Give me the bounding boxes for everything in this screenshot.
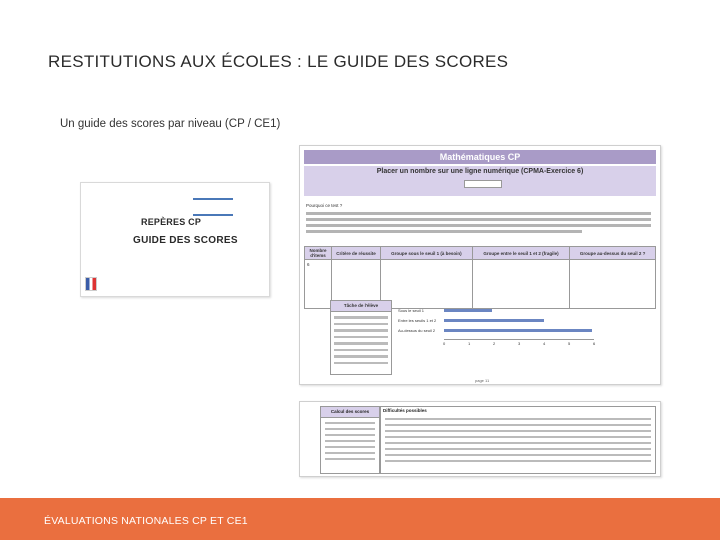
- graph-tick: 4: [543, 341, 546, 346]
- score-guide-page: [299, 145, 661, 385]
- tache-body: [330, 311, 392, 375]
- doc-subheader: Placer un nombre sur une ligne numérique (CPMA-Exercice 6): [376, 168, 584, 175]
- difficultes-header: Difficultés possibles: [383, 408, 427, 413]
- graph-label-1: Sous le seuil 1: [398, 308, 425, 313]
- threshold-graph: [396, 306, 651, 354]
- cover-guide-title: GUIDE DES SCORES: [133, 235, 238, 246]
- graph-bar-1: [444, 309, 492, 312]
- cell-groupe2: [472, 260, 570, 309]
- doc-header: Mathématiques CP: [304, 150, 656, 164]
- number-line-icon: [464, 180, 502, 188]
- guide-cover-thumbnail: [80, 182, 270, 297]
- cell-groupe1: [381, 260, 473, 309]
- cover-reperes: REPÈRES CP: [141, 217, 202, 227]
- graph-label-2: Entre les seuils 1 et 2: [398, 318, 437, 323]
- graph-bar-2: [444, 319, 544, 322]
- graph-tick: 2: [493, 341, 496, 346]
- cell-groupe3: [570, 260, 656, 309]
- col-groupe3: Groupe au-dessus du seuil 2 ?: [570, 247, 656, 260]
- graph-axis: [444, 339, 594, 340]
- cell-nombre: 6: [305, 260, 332, 309]
- col-nombre: Nombre d'items: [305, 247, 332, 260]
- graph-tick: 6: [593, 341, 596, 346]
- slide-title: RESTITUTIONS AUX ÉCOLES : LE GUIDE DES SCORES: [48, 52, 509, 71]
- footer-text: ÉVALUATIONS NATIONALES CP ET CE1: [44, 515, 248, 527]
- col-groupe1: Groupe sous le seuil 1 (à besoin): [381, 247, 473, 260]
- graph-bar-3: [444, 329, 592, 332]
- col-critere: Critère de réussite: [332, 247, 381, 260]
- graph-tick: 5: [568, 341, 571, 346]
- calcul-header: Calcul des scores: [321, 407, 379, 418]
- page-number: page 11: [475, 378, 490, 383]
- score-calculation-page: [299, 401, 661, 477]
- footer-bar: [0, 498, 720, 540]
- doc-paragraph: [306, 212, 651, 240]
- col-groupe2: Groupe entre le seuil 1 et 2 (fragile): [472, 247, 570, 260]
- difficultes-box: [380, 406, 656, 474]
- graph-tick: 1: [468, 341, 471, 346]
- doc-subheader-box: [304, 166, 656, 196]
- doc-pourquoi: Pourquoi ce test ?: [306, 203, 343, 208]
- graph-tick: 0: [443, 341, 446, 346]
- graph-label-3: Au-dessus du seuil 2: [398, 328, 436, 333]
- ministry-logo: [193, 198, 233, 216]
- calcul-box: [320, 406, 380, 474]
- tache-header: Tâche de l'élève: [330, 300, 392, 312]
- graph-tick: 3: [518, 341, 521, 346]
- republic-logo-icon: [85, 277, 97, 291]
- slide-subtitle: Un guide des scores par niveau (CP / CE1): [60, 118, 281, 130]
